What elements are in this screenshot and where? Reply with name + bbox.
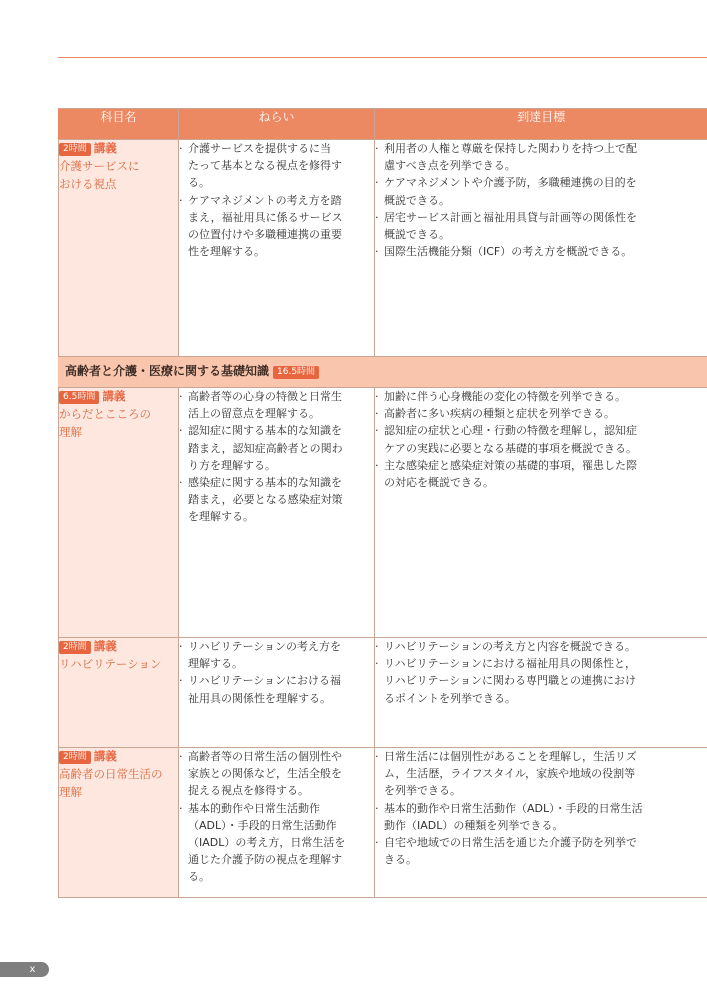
subject-name: リハビリテーション — [59, 657, 162, 672]
goal-item: · 高齢者に多い疾病の種類と症状を列挙できる。 — [375, 405, 707, 422]
goal-item: · 利用者の人権と尊厳を保持した関わりを持つ上で配 慮すべき点を列挙できる。 — [375, 140, 707, 174]
page-number-tab: x — [0, 962, 49, 977]
goal-item: · ケアマネジメントや介護予防，多職種連携の目的を 概説できる。 — [375, 174, 707, 208]
goal-item: · 日常生活には個別性があることを理解し，生活リズ ム，生活歴，ライフスタイル，家族や地域の役割等 を列挙できる。 — [375, 748, 707, 800]
table-row — [59, 140, 707, 357]
goal-cell — [375, 638, 707, 748]
hours-badge: 2時間 — [59, 751, 91, 764]
table-header-row — [59, 109, 707, 140]
aim-item: · 認知症に関する基本的な知識を 踏まえ，認知症高齢者との関わ り方を理解する。 — [179, 422, 374, 474]
aim-item: · リハビリテーションにおける福 祉用具の関係性を理解する。 — [179, 672, 374, 706]
goal-cell — [375, 140, 707, 357]
top-divider — [58, 57, 707, 58]
goal-item: · 基本的動作や日常生活動作（ADL）・手段的日常生活 動作（IADL）の種類を列挙できる。 — [375, 800, 707, 834]
goal-item: · リハビリテーションの考え方と内容を概説できる。 — [375, 638, 707, 655]
lecture-label: 講義 — [93, 141, 117, 155]
lecture-label: 講義 — [93, 639, 117, 653]
aim-cell — [179, 140, 375, 357]
aim-item: · リハビリテーションの考え方を 理解する。 — [179, 638, 374, 672]
goal-item: · 国際生活機能分類（ICF）の考え方を概説できる。 — [375, 243, 707, 260]
header-aim: ねらい — [179, 109, 375, 140]
subject-cell — [59, 388, 179, 638]
goal-item: · リハビリテーションにおける福祉用具の関係性と， リハビリテーションに関わる専門職との連携におけ るポイントを列挙できる。 — [375, 655, 707, 707]
subject-name: 介護サービスに おける視点 — [59, 159, 140, 191]
subject-cell — [59, 140, 179, 357]
header-subject: 科目名 — [59, 109, 179, 140]
hours-badge: 2時間 — [59, 143, 91, 156]
lecture-label: 講義 — [102, 389, 126, 403]
lecture-label: 講義 — [93, 749, 117, 763]
subject-cell — [59, 638, 179, 748]
subject-name: からだとこころの 理解 — [59, 407, 151, 439]
aim-item: · 感染症に関する基本的な知識を 踏まえ，必要となる感染症対策 を理解する。 — [179, 474, 374, 526]
table-row — [59, 638, 707, 748]
subject-cell — [59, 748, 179, 898]
goal-item: · 認知症の症状と心理・行動の特徴を理解し，認知症 ケアの実践に必要となる基礎的事項を概説できる。 — [375, 422, 707, 456]
table-row — [59, 388, 707, 638]
section-hours-badge: 16.5時間 — [273, 366, 319, 379]
aim-cell — [179, 748, 375, 898]
goal-cell — [375, 748, 707, 898]
hours-badge: 6.5時間 — [59, 391, 99, 404]
aim-item: · 介護サービスを提供するに当 たって基本となる視点を修得す る。 — [179, 140, 374, 192]
subject-name: 高齢者の日常生活の 理解 — [59, 767, 163, 799]
header-goal: 到達目標 — [375, 109, 707, 140]
goal-item: · 自宅や地域での日常生活を通じた介護予防を列挙で きる。 — [375, 834, 707, 868]
aim-cell — [179, 388, 375, 638]
table-row — [59, 748, 707, 898]
curriculum-table — [58, 108, 707, 898]
aim-item: · ケアマネジメントの考え方を踏 まえ，福祉用具に係るサービス の位置付けや多職種連携の重要 性を理解する。 — [179, 192, 374, 261]
aim-item: · 基本的動作や日常生活動作 （ADL）・手段的日常生活動作 （IADL）の考え方，日常生活を 通じた介護予防の視点を理解す る。 — [179, 800, 374, 886]
goal-cell — [375, 388, 707, 638]
aim-item: · 高齢者等の日常生活の個別性や 家族との関係など，生活全般を 捉える視点を修得する。 — [179, 748, 374, 800]
goal-item: · 居宅サービス計画と福祉用具貸与計画等の関係性を 概説できる。 — [375, 209, 707, 243]
section-title: 高齢者と介護・医療に関する基礎知識 — [65, 364, 270, 379]
hours-badge: 2時間 — [59, 641, 91, 654]
aim-cell — [179, 638, 375, 748]
section-row — [59, 357, 707, 388]
goal-item: · 主な感染症と感染症対策の基礎的事項，罹患した際 の対応を概説できる。 — [375, 457, 707, 491]
aim-item: · 高齢者等の心身の特徴と日常生 活上の留意点を理解する。 — [179, 388, 374, 422]
goal-item: · 加齢に伴う心身機能の変化の特徴を列挙できる。 — [375, 388, 707, 405]
